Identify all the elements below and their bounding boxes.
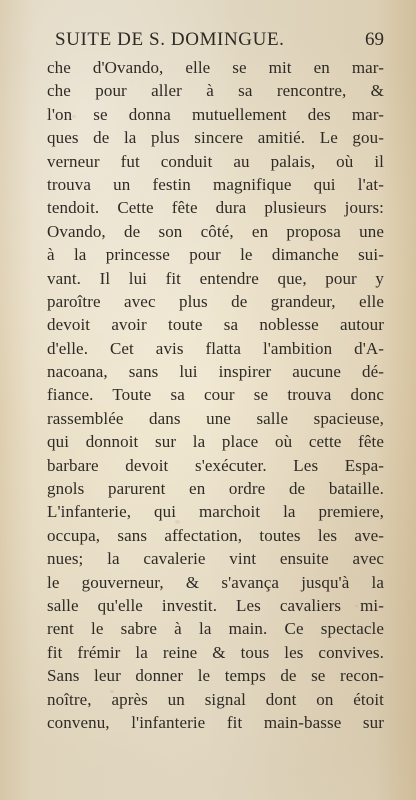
text-line: le gouverneur, & s'avança jusqu'à la bbox=[47, 572, 384, 592]
text-line: devoit avoir toute sa noblesse autour bbox=[47, 315, 384, 335]
text-line: verneur fut conduit au palais, où il bbox=[47, 151, 384, 171]
text-line: barbare devoit s'exécuter. Les Espa- bbox=[47, 455, 384, 475]
body-text bbox=[47, 56, 384, 734]
text-line: d'elle. Cet avis flatta l'ambition d'A- bbox=[47, 338, 384, 358]
text-line: paroître avec plus de grandeur, elle bbox=[47, 291, 384, 311]
text-line: nues; la cavalerie vint ensuite avec bbox=[47, 549, 384, 569]
text-line: à la princesse pour le dimanche sui- bbox=[47, 245, 384, 265]
text-line: rent le sabre à la main. Ce spectacle bbox=[47, 619, 384, 639]
text-line: noître, après un signal dont on étoit bbox=[47, 689, 384, 709]
text-line: tendoit. Cette fête dura plusieurs jours: bbox=[47, 198, 384, 218]
text-line: Sans leur donner le temps de se recon- bbox=[47, 666, 384, 686]
text-line: che d'Ovando, elle se mit en mar- bbox=[47, 58, 384, 77]
text-line: convenu, l'infanterie fit main-basse sur bbox=[47, 712, 384, 732]
text-line: ques de la plus sincere amitié. Le gou- bbox=[47, 128, 384, 148]
text-line: rassemblée dans une salle spacieuse, bbox=[47, 408, 384, 428]
text-line: trouva un festin magnifique qui l'at- bbox=[47, 174, 384, 194]
text-line: L'infanterie, qui marchoit la premiere, bbox=[47, 502, 384, 522]
text-line: vant. Il lui fit entendre que, pour y bbox=[47, 268, 384, 288]
text-line: fiance. Toute sa cour se trouva donc bbox=[47, 385, 384, 405]
text-line: nacoana, sans lui inspirer aucune dé- bbox=[47, 362, 384, 382]
text-line: gnols parurent en ordre de bataille. bbox=[47, 479, 384, 499]
text-line: fit frémir la reine & tous les convives. bbox=[47, 642, 384, 662]
running-title: SUITE DE S. DOMINGUE. bbox=[55, 29, 285, 50]
text-line: salle qu'elle investit. Les cavaliers mi- bbox=[47, 595, 384, 615]
text-line: qui donnoit sur la place où cette fête bbox=[47, 432, 384, 452]
page-header bbox=[47, 27, 384, 53]
text-line: che pour aller à sa rencontre, & bbox=[47, 81, 384, 101]
text-line: l'on se donna mutuellement des mar- bbox=[47, 104, 384, 124]
page-number: 69 bbox=[365, 29, 384, 50]
text-line: Ovando, de son côté, en proposa une bbox=[47, 221, 384, 241]
text-line: occupa, sans affectation, toutes les ave- bbox=[47, 525, 384, 545]
